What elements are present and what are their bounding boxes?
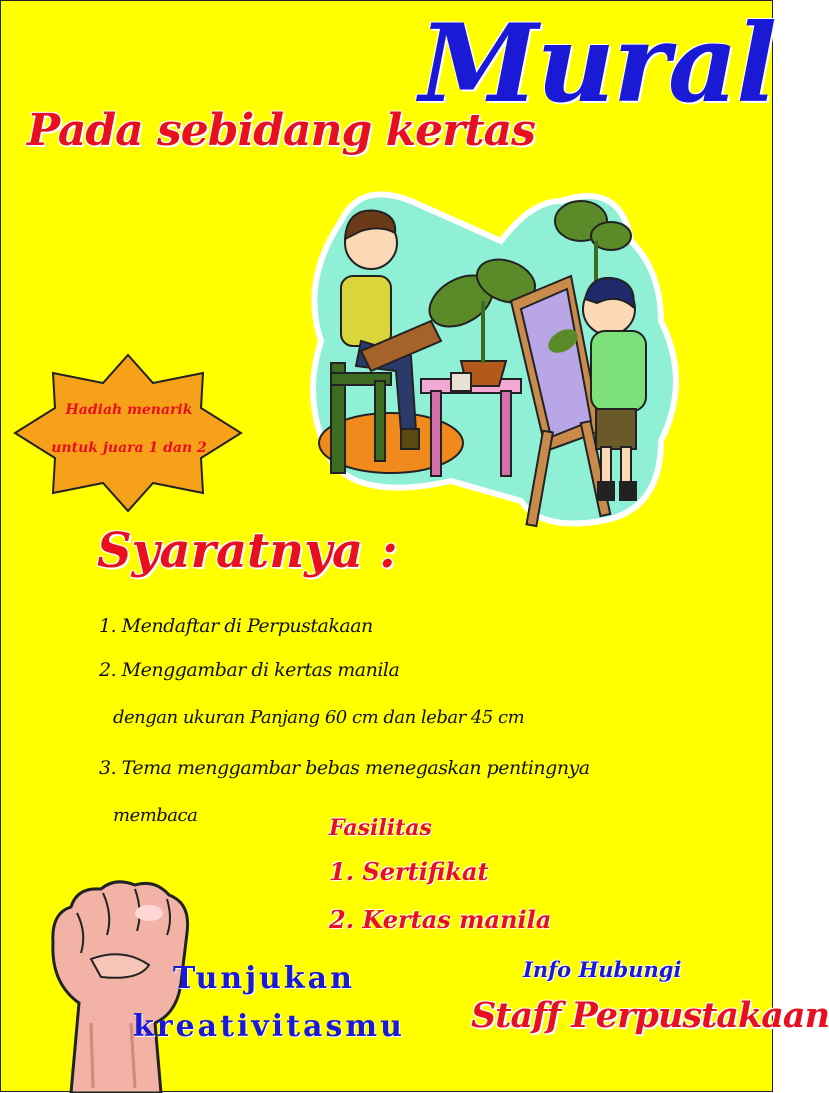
prize-badge-text xyxy=(41,391,217,467)
poster-title: Mural xyxy=(419,1,775,127)
slogan-line2: kreativitasmu xyxy=(133,1009,405,1044)
contact-name: Staff Perpustakaan xyxy=(471,995,829,1036)
prize-badge-line1: Hadiah menarik xyxy=(65,402,193,418)
prize-badge-line2: untuk juara 1 dan 2 xyxy=(51,440,207,456)
contact-label: Info Hubungi xyxy=(523,957,682,982)
requirement-item: 3. Tema menggambar bebas menegaskan pentingnya xyxy=(99,757,590,779)
facilities-heading: Fasilitas xyxy=(329,815,432,841)
requirement-item: membaca xyxy=(113,805,198,826)
requirements-heading: Syaratnya : xyxy=(97,523,398,579)
requirement-item: dengan ukuran Panjang 60 cm dan lebar 45 cm xyxy=(113,707,525,728)
poster-subtitle: Pada sebidang kertas xyxy=(27,105,535,156)
facility-item: 1. Sertifikat xyxy=(329,857,489,886)
children-painting-illustration xyxy=(301,181,691,531)
slogan-line1: Tunjukan xyxy=(173,961,355,996)
requirement-item: 2. Menggambar di kertas manila xyxy=(99,659,400,681)
facility-item: 2. Kertas manila xyxy=(329,905,552,934)
requirement-item: 1. Mendaftar di Perpustakaan xyxy=(99,615,373,637)
